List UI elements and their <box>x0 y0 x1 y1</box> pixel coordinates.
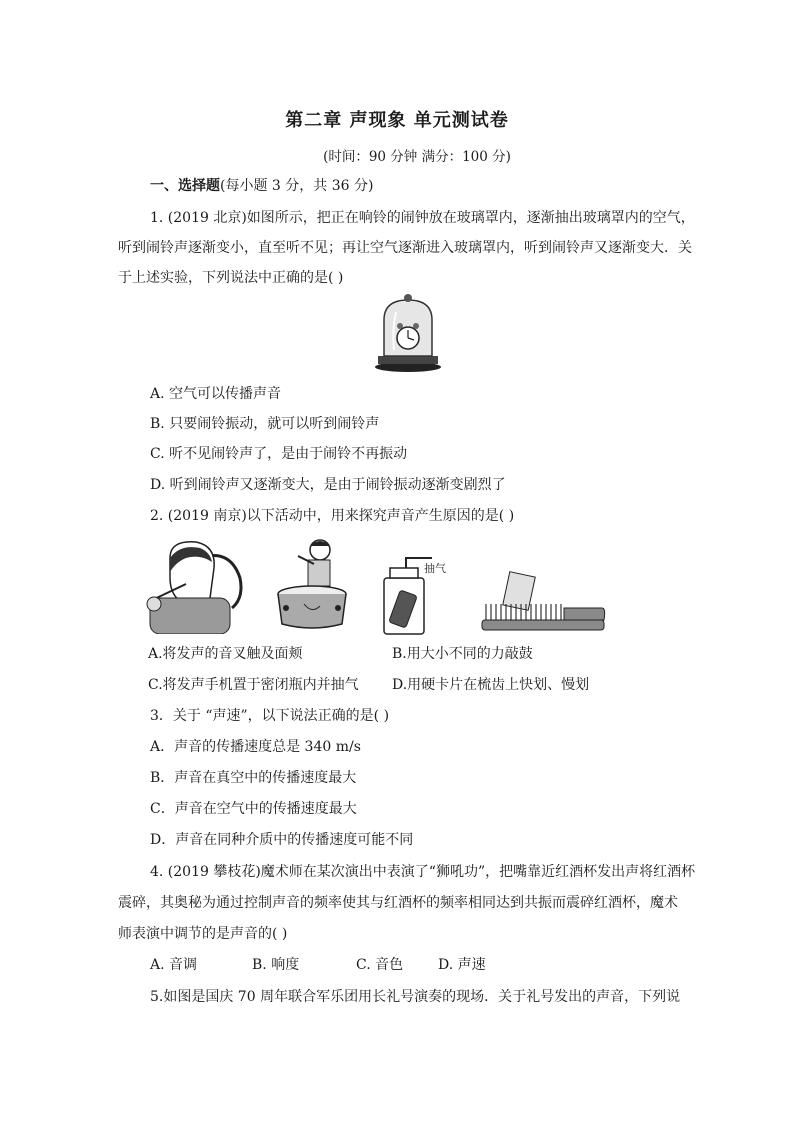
q4-line-3: 师表演中调节的是声音的( ) <box>118 926 288 942</box>
q4-line-2: 震碎，其奥秘为通过控制声音的频率使其与红酒杯的频率相同达到共振而震碎红酒杯，魔术 <box>118 895 678 911</box>
q3-stem: 3．关于 “声速”，以下说法正确的是( ) <box>150 708 390 724</box>
q3-option-d: D．声音在同种介质中的传播速度可能不同 <box>150 832 414 848</box>
q1-line-2: 听到闹铃声逐渐变小，直至听不见；再让空气逐渐进入玻璃罩内，听到闹铃声又逐渐变大．关 <box>118 240 692 256</box>
q4-line-1: 4. (2019 攀枝花)魔术师在某次演出中表演了“狮吼功”，把嘴靠近红酒杯发出声将红酒杯 <box>150 864 696 880</box>
exam-info: (时间：90 分钟 满分：100 分) <box>323 149 511 165</box>
q2-option-b: B.用大小不同的力敲鼓 <box>392 646 533 662</box>
q2-option-a: A.将发声的音叉触及面颊 <box>148 646 303 662</box>
q1-option-d: D. 听到闹铃声又逐渐变大，是由于闹铃振动逐渐变剧烈了 <box>150 477 506 493</box>
pump-label: 抽气 <box>424 562 446 575</box>
q4-option-a: A. 音调 <box>150 957 198 973</box>
page-title: 第二章 声现象 单元测试卷 <box>285 110 509 131</box>
q1-option-b: B. 只要闹铃振动，就可以听到闹铃声 <box>150 416 380 432</box>
bell-jar-clock-figure <box>370 290 446 374</box>
q1-option-a: A. 空气可以传播声音 <box>150 386 282 402</box>
q1-option-c: C. 听不见闹铃声了，是由于闹铃不再振动 <box>150 446 408 462</box>
q3-option-b: B．声音在真空中的传播速度最大 <box>150 770 357 786</box>
q5-stem: 5.如图是国庆 70 周年联合军乐团用长礼号演奏的现场．关于礼号发出的声音，下列说 <box>150 989 681 1005</box>
q2-option-c: C.将发声手机置于密闭瓶内并抽气 <box>148 677 359 693</box>
q2-stem: 2. (2019 南京)以下活动中，用来探究声音产生原因的是( ) <box>150 508 515 524</box>
q4-option-b: B. 响度 <box>252 957 300 973</box>
tuning-fork-face-figure <box>140 538 244 634</box>
comb-card-figure <box>480 568 606 634</box>
section-title: 一、选择题 <box>150 178 220 194</box>
q3-option-c: C．声音在空气中的传播速度最大 <box>150 801 357 817</box>
sealed-jar-phone-figure <box>380 556 456 636</box>
section-note: (每小题 3 分，共 36 分) <box>220 178 374 194</box>
drum-figure <box>274 536 350 632</box>
section-heading <box>150 176 373 196</box>
q1-line-1: 1. (2019 北京)如图所示，把正在响铃的闹钟放在玻璃罩内，逐渐抽出玻璃罩内的空气， <box>150 210 695 226</box>
q2-option-d: D.用硬卡片在梳齿上快划、慢划 <box>392 677 590 693</box>
q1-line-3: 于上述实验，下列说法中正确的是( ) <box>118 270 344 286</box>
q4-option-c: C. 音色 <box>356 957 404 973</box>
q3-option-a: A．声音的传播速度总是 340 m/s <box>150 739 361 755</box>
q4-option-d: D. 声速 <box>438 957 486 973</box>
